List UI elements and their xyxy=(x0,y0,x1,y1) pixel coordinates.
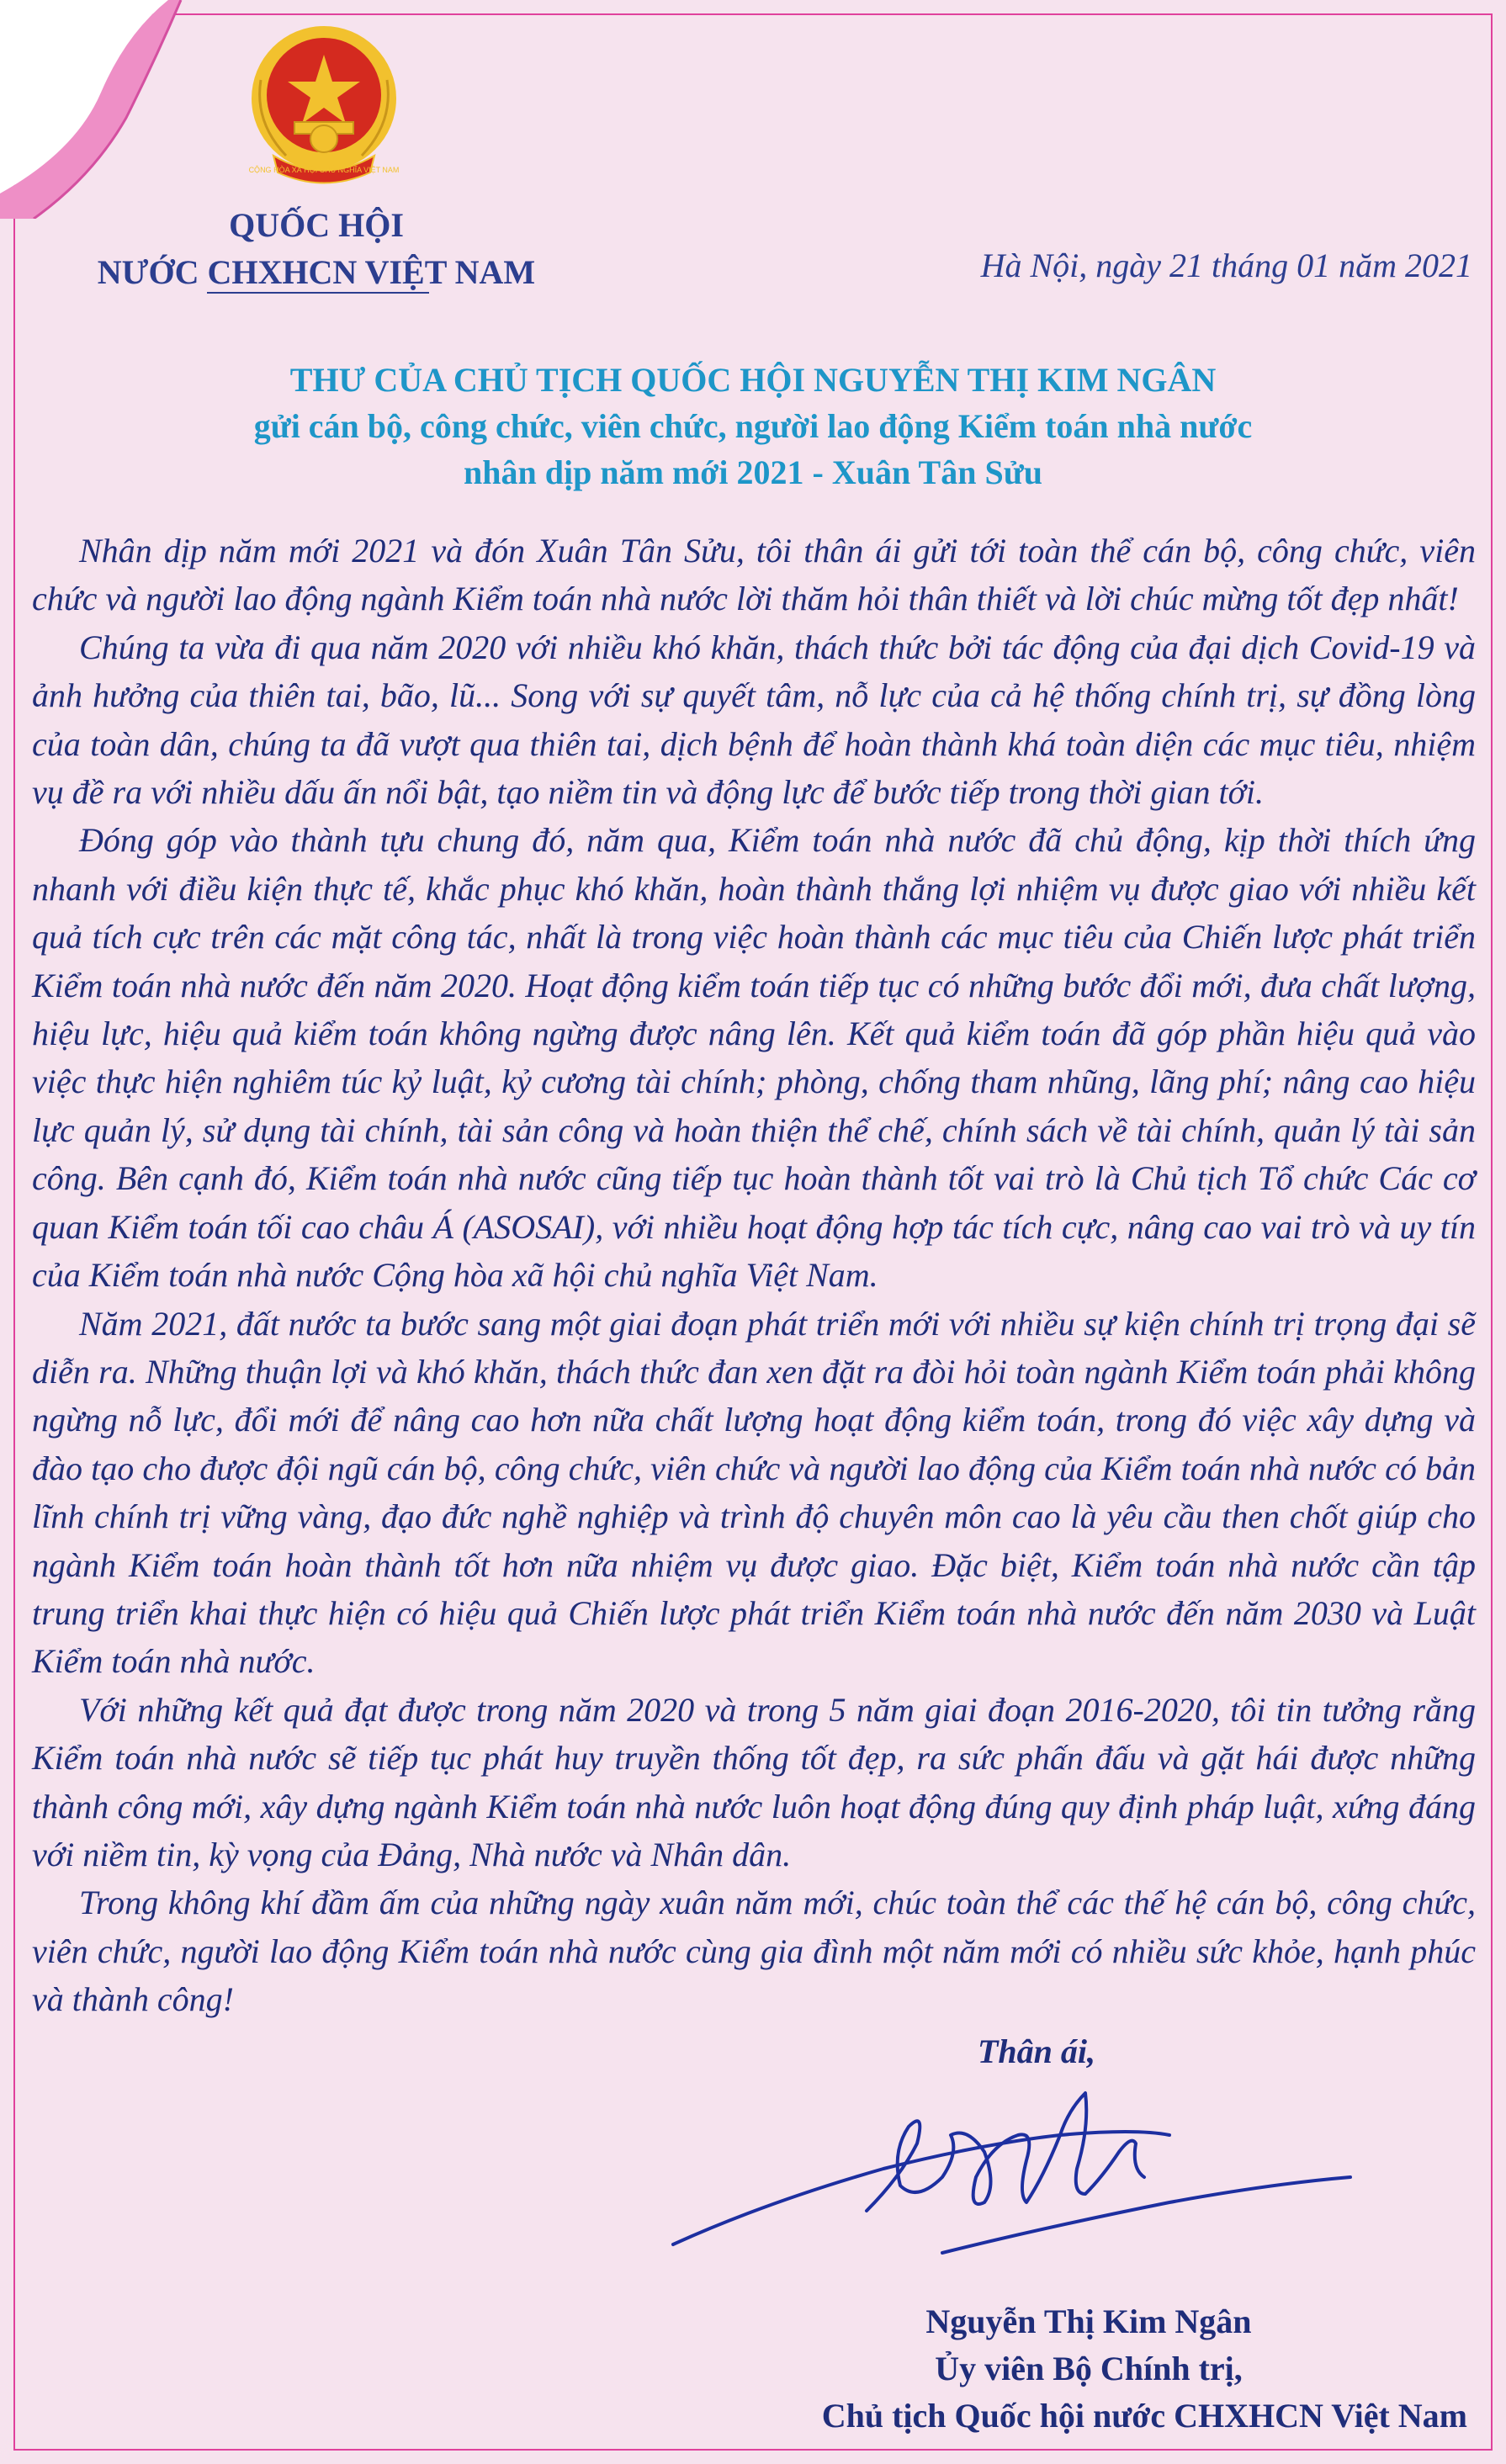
body-paragraph: Với những kết quả đạt được trong năm 2020 và trong 5 năm giai đoạn 2016-2020, tôi tin tưởng rằng Kiểm toán nhà nước sẽ tiếp tục phát huy truyền thống tốt đẹp, ra sức phấn đấu và gặt hái được những thành công mới, xây dựng ngành Kiểm toán nhà nước luôn hoạt động đúng quy định pháp luật, xứng đáng với niềm tin, kỳ vọng của Đảng, Nhà nước và Nhân dân. xyxy=(32,1690,1476,1873)
body-paragraph: Nhân dịp năm mới 2021 và đón Xuân Tân Sửu, tôi thân ái gửi tới toàn thể cán bộ, công chức, viên chức và người lao động ngành Kiểm toán nhà nước lời thăm hỏi thân thiết và lời chúc mừng tốt đẹp nhất! xyxy=(32,532,1476,618)
handwritten-signature xyxy=(665,2076,1363,2257)
title-line-2: gửi cán bộ, công chức, viên chức, người lao động Kiểm toán nhà nước xyxy=(253,407,1253,445)
signer-block xyxy=(710,2298,1467,2440)
body-paragraph: Đóng góp vào thành tựu chung đó, năm qua, Kiểm toán nhà nước đã chủ động, kịp thời thích ứng nhanh với điều kiện thực tế, khắc phục khó khăn, hoàn thành thắng lợi nhiệm vụ được giao với nhiều kết quả tích cực trên các mặt công tác, nhất là trong việc hoàn thành các mục tiêu của Chiến lược phát triển Kiểm toán nhà nước đến năm 2020. Hoạt động kiểm toán tiếp tục có những bước đổi mới, đưa chất lượng, hiệu lực, hiệu quả kiểm toán không ngừng được nâng lên. Kết quả kiểm toán đã góp phần hiệu quả vào việc thực hiện nghiêm túc kỷ luật, kỷ cương tài chính; phòng, chống tham nhũng, lãng phí; nâng cao hiệu lực quản lý, sử dụng tài chính, tài sản công và hoàn thiện thể chế, chính sách về tài chính, quản lý tài sản công. Bên cạnh đó, Kiểm toán nhà nước cũng tiếp tục hoàn thành tốt vai trò là Chủ tịch Tổ chức Các cơ quan Kiểm toán tối cao châu Á (ASOSAI), với nhiều hoạt động hợp tác tích cực, nâng cao vai trò và uy tín của Kiểm toán nhà nước Cộng hòa xã hội chủ nghĩa Việt Nam. xyxy=(32,821,1476,1295)
letter-title xyxy=(0,357,1506,495)
signer-role-2: Chủ tịch Quốc hội nước CHXHCN Việt Nam xyxy=(821,2397,1467,2435)
org-line-2: NƯỚC CHXHCN VIỆT NAM xyxy=(97,253,536,291)
dateline: Hà Nội, ngày 21 tháng 01 năm 2021 xyxy=(980,246,1472,284)
body-paragraph: Chúng ta vừa đi qua năm 2020 với nhiều khó khăn, thách thức bởi tác động của đại dịch Covid-19 và ảnh hưởng của thiên tai, bão, lũ... Song với sự quyết tâm, nỗ lực của cả hệ thống chính trị, sự đồng lòng của toàn dân, chúng ta đã vượt qua thiên tai, dịch bệnh để hoàn thành khá toàn diện các mục tiêu, nhiệm vụ đề ra với nhiều dấu ấn nổi bật, tạo niềm tin và động lực để bước tiếp trong thời gian tới. xyxy=(32,628,1476,812)
national-emblem-icon xyxy=(236,21,412,193)
title-line-3: nhân dịp năm mới 2021 - Xuân Tân Sửu xyxy=(464,453,1042,491)
org-line-1: QUỐC HỘI xyxy=(229,206,404,244)
body-paragraph: Trong không khí đầm ấm của những ngày xuân năm mới, chúc toàn thể các thế hệ cán bộ, công chức, viên chức, người lao động Kiểm toán nhà nước cùng gia đình một năm mới có nhiều sức khỏe, hạnh phúc và thành công! xyxy=(32,1884,1476,2019)
body-paragraph: Năm 2021, đất nước ta bước sang một giai đoạn phát triển mới với nhiều sự kiện chính trị trọng đại sẽ diễn ra. Những thuận lợi và khó khăn, thách thức đan xen đặt ra đòi hỏi toàn ngành Kiểm toán phải không ngừng nỗ lực, đổi mới để nâng cao hơn nữa chất lượng hoạt động kiểm toán, trong đó việc xây dựng và đào tạo cho được đội ngũ cán bộ, công chức, viên chức và người lao động của Kiểm toán nhà nước có bản lĩnh chính trị vững vàng, đạo đức nghề nghiệp và trình độ chuyên môn cao là yêu cầu then chốt giúp cho ngành Kiểm toán hoàn thành tốt hơn nữa nhiệm vụ được giao. Đặc biệt, Kiểm toán nhà nước cần tập trung triển khai thực hiện có hiệu quả Chiến lược phát triển Kiểm toán nhà nước đến năm 2030 và Luật Kiểm toán nhà nước. xyxy=(32,1304,1476,1681)
letter-body xyxy=(32,527,1476,2024)
closing-salutation: Thân ái, xyxy=(977,2032,1095,2070)
signer-name: Nguyễn Thị Kim Ngân xyxy=(925,2302,1252,2340)
emblem-ribbon-text: CỘNG HÒA XÃ HỘI CHỦ NGHĨA VIỆT NAM xyxy=(248,166,400,174)
page-curl-decoration xyxy=(0,0,219,219)
title-line-1: THƯ CỦA CHỦ TỊCH QUỐC HỘI NGUYỄN THỊ KIM NGÂN xyxy=(289,361,1217,399)
signer-role-1: Ủy viên Bộ Chính trị, xyxy=(935,2350,1243,2387)
